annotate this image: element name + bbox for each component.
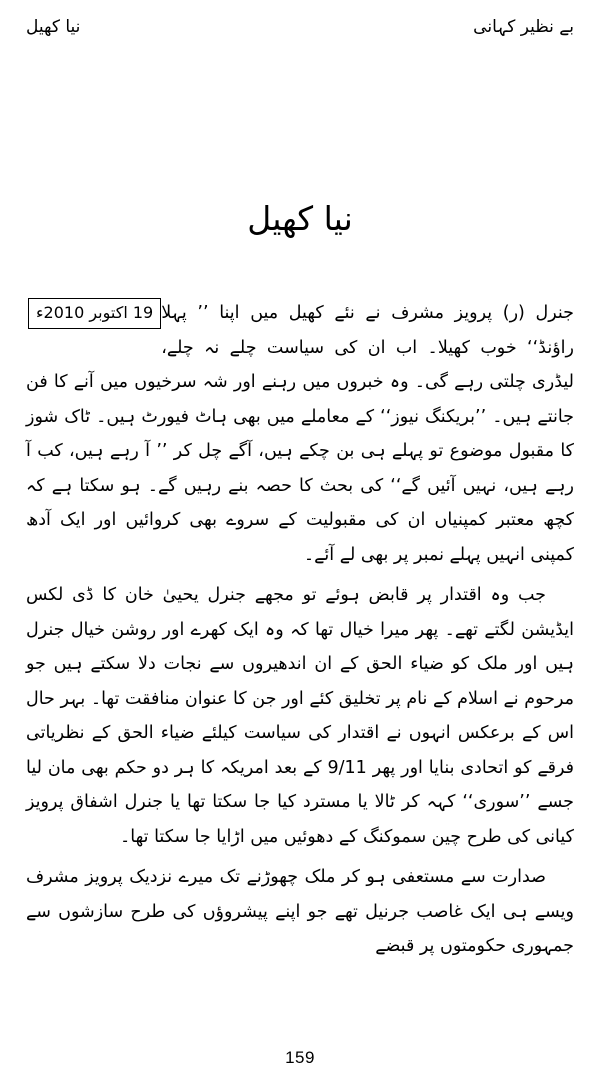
page-title: نیا کھیل (247, 199, 353, 238)
paragraph-3: صدارت سے مستعفی ہو کر ملک چھوڑنے تک میرے نزدیک پرویز مشرف ویسے ہی ایک غاصب جرنیل تھے جو اپنے پیشروؤں کی طرح سازشوں سے جمہوری حکومتوں پر قبضے (26, 867, 574, 956)
chapter-title-header: نیا کھیل (26, 17, 81, 37)
running-header (26, 14, 574, 44)
date-badge: 19 اکتوبر 2010ء (28, 298, 161, 329)
body-text (26, 296, 574, 970)
paragraph-1 (26, 296, 574, 572)
paragraph-2: جب وہ اقتدار پر قابض ہوئے تو مجھے جنرل یحییٰ خان کا ڈی لکس ایڈیشن لگتے تھے۔ پھر میرا خیال تھا کہ وہ ایک کھرے اور روشن خیال جنرل ہیں اور ملک کو ضیاء الحق کے ان اندھیروں سے نجات دلا سکتے ہیں جو مرحوم نے اسلام کے نام پر تخلیق کئے اور جن کا عنوان منافقت تھا۔ بہر حال اس کے برعکس انہوں نے اقتدار کی سیاست کیلئے ضیاء الحق کے نظریاتی فرقے کو اتحادی بنایا اور پھر 9/11 کے بعد امریکہ کا ہر دو حکم بھی مان لیا جسے ’’سوری‘‘ کہہ کر ٹالا یا مسترد کیا جا سکتا تھا یا جنرل اشفاق پرویز کیانی کی طرح چین سموکنگ کے دھوئیں میں اڑایا جا سکتا تھا۔ (26, 585, 574, 847)
paragraph-1-text: جنرل (ر) پرویز مشرف نے نئے کھیل میں اپنا ’’ پہلا راؤنڈ‘‘ خوب کھیلا۔ اب ان کی سیاست چلے نہ چلے، لیڈری چلتی رہے گی۔ وہ خبروں میں رہنے اور شہ سرخیوں میں آنے کا فن جانتے ہیں۔ ’’بریکنگ نیوز‘‘ کے معاملے میں بھی ہاٹ فیورٹ ہیں۔ ٹاک شوز کا مقبول موضوع تو پہلے ہی بن چکے ہیں، آگے چل کر ’’ آ رہے ہیں، کب آ رہے ہیں، نہیں آئیں گے‘‘ کی بحث کا حصہ بنے رہیں گے۔ ہو سکتا ہے کہ کچھ معتبر کمپنیاں ان کی مقبولیت کے سروے بھی کروائیں اور ایک آدھ کمپنی انہیں پہلے نمبر پر بھی لے آئے۔ (26, 303, 574, 565)
book-title-header: بے نظیر کہانی (473, 17, 574, 37)
page-number: 159 (285, 1048, 315, 1067)
